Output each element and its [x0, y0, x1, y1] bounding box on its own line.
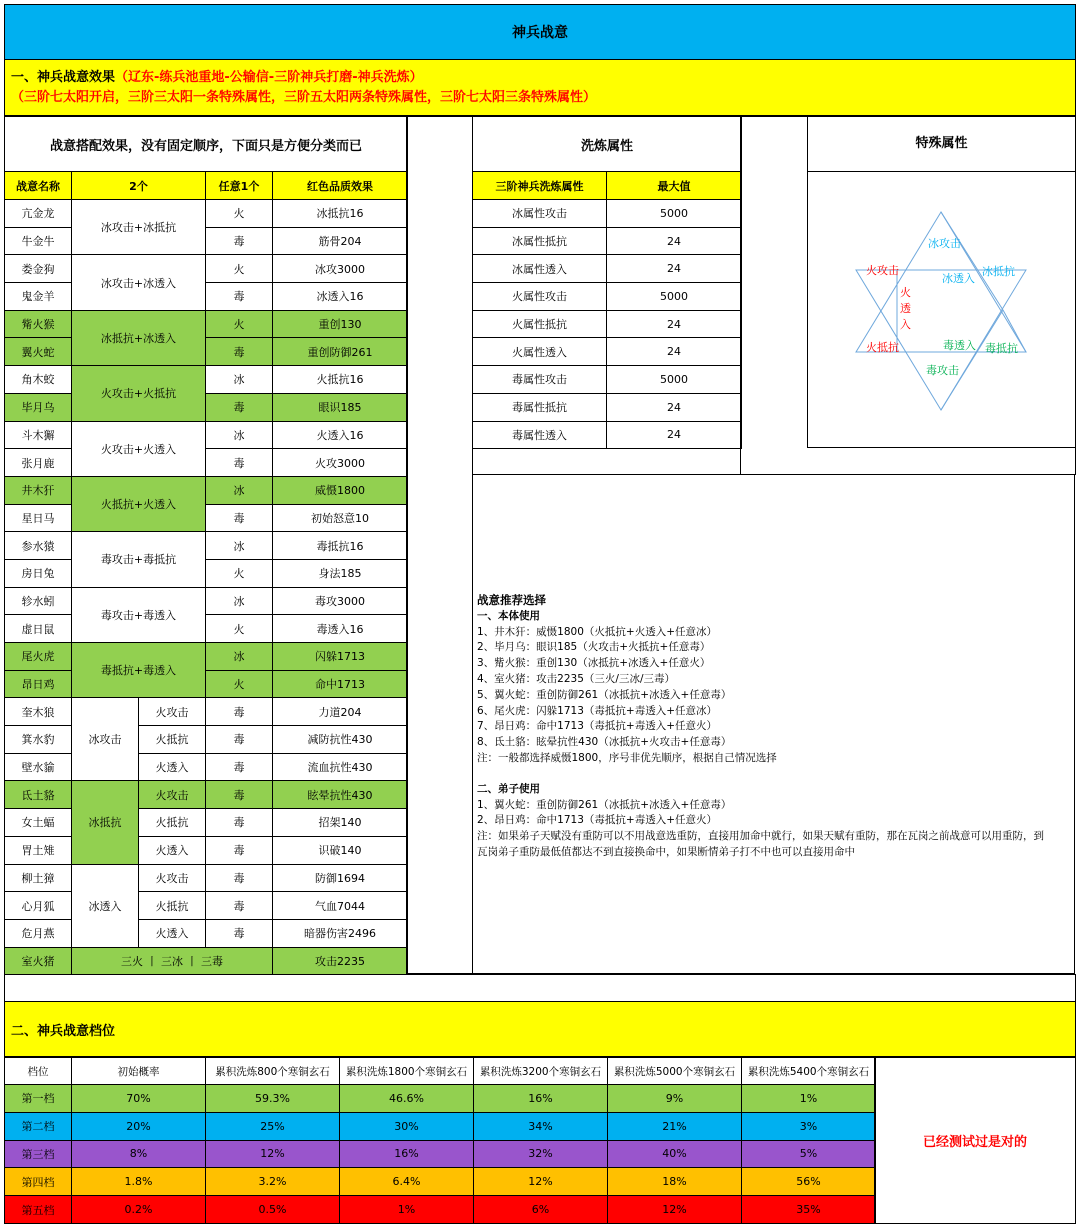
combo-effect: 毒攻3000: [273, 587, 408, 615]
tier-header: 累积洗炼5000个寒铜玄石: [608, 1058, 742, 1085]
tier-name: 第三档: [5, 1140, 72, 1168]
tier-value: 56%: [742, 1168, 876, 1196]
refine-row: [473, 255, 742, 283]
combo-name: 房日兔: [5, 559, 72, 587]
combo-any: 火: [206, 310, 273, 338]
tier-value: 1.8%: [72, 1168, 206, 1196]
combo-effect: 火抵抗16: [273, 366, 408, 394]
combo-name: 昂日鸡: [5, 670, 72, 698]
refine-row: [473, 421, 742, 449]
recommend-self-item: 2、毕月乌：眼识185（火攻击+火抵抗+任意毒）: [477, 641, 711, 654]
tier-value: 59.3%: [206, 1085, 340, 1113]
combo-name: 危月燕: [5, 919, 72, 947]
combo-pair: 毒攻击+毒抵抗: [72, 532, 206, 587]
combo-name: 娄金狗: [5, 255, 72, 283]
combo-any: 火: [206, 200, 273, 228]
inner-line-4: [941, 310, 1003, 410]
combo-any: 冰: [206, 532, 273, 560]
combo-row: [5, 227, 408, 255]
tier-row: [5, 1112, 876, 1140]
tier-value: 8%: [72, 1140, 206, 1168]
label-fire-pen-3: 入: [900, 318, 911, 331]
refine-max: 24: [607, 421, 742, 449]
tier-name: 第二档: [5, 1112, 72, 1140]
combo-caption-row: [5, 117, 408, 172]
combo-any: 毒: [206, 698, 273, 726]
combo-any: 毒: [206, 504, 273, 532]
refine-max: 5000: [607, 283, 742, 311]
recommend-title: 战意推荐选择: [477, 593, 546, 607]
combo-any: 毒: [206, 227, 273, 255]
refine-attr: 火属性抵抗: [473, 310, 607, 338]
label-poison-resist: 毒抵抗: [985, 342, 1018, 355]
tier-value: 1%: [742, 1085, 876, 1113]
combo-row: [5, 643, 408, 671]
tier-value: 35%: [742, 1196, 876, 1224]
refine-max: 5000: [607, 200, 742, 228]
combo-row: [5, 532, 408, 560]
refine-row: [473, 283, 742, 311]
combo-row-3: [5, 698, 408, 726]
combo-effect: 识破140: [273, 836, 408, 864]
combo-any: 冰: [206, 366, 273, 394]
tier-header: 累积洗炼3200个寒铜玄石: [474, 1058, 608, 1085]
refine-attr: 冰属性攻击: [473, 200, 607, 228]
combo-name: 轸水蚓: [5, 587, 72, 615]
combo-name: 奎木狼: [5, 698, 72, 726]
refine-max: 24: [607, 338, 742, 366]
tier-value: 6%: [474, 1196, 608, 1224]
combo-all: 三火 丨 三冰 丨 三毒: [72, 947, 273, 975]
combo-header-row: [5, 172, 408, 200]
combo-name: 氐土貉: [5, 781, 72, 809]
combo-effect: 眩晕抗性430: [273, 781, 408, 809]
combo-any: 毒: [206, 283, 273, 311]
combo-any: 冰: [206, 476, 273, 504]
combo-name: 井木犴: [5, 476, 72, 504]
combo-any: 毒: [206, 836, 273, 864]
combo-any: 毒: [206, 919, 273, 947]
refine-row: [473, 310, 742, 338]
page-title: [4, 4, 1076, 60]
combo-pair: 冰攻击+冰透入: [72, 255, 206, 310]
combo-name: 毕月乌: [5, 393, 72, 421]
combo-effect: 筋骨204: [273, 227, 408, 255]
combo-second: 火透入: [139, 753, 206, 781]
combo-row-3: [5, 753, 408, 781]
triangle-up: [856, 212, 1026, 352]
combo-row: [5, 283, 408, 311]
combo-effect: 重创130: [273, 310, 408, 338]
combo-effect: 暗器伤害2496: [273, 919, 408, 947]
refine-attr: 毒属性抵抗: [473, 393, 607, 421]
tier-value: 1%: [340, 1196, 474, 1224]
combo-pair: 毒抵抗+毒透入: [72, 643, 206, 698]
combo-row: [5, 670, 408, 698]
tier-row: [5, 1168, 876, 1196]
tier-value: 46.6%: [340, 1085, 474, 1113]
combo-name: 箕水豹: [5, 726, 72, 754]
section1-path: （辽东-练兵池重地-公输信-三阶神兵打磨-神兵洗炼）: [115, 70, 423, 85]
refine-table: [472, 116, 742, 449]
tested-note-text: 已经测试过是对的: [922, 1135, 1027, 1150]
special-panel: [807, 116, 1076, 448]
section1-subtitle: （三阶七太阳开启，三阶三太阳一条特殊属性，三阶五太阳两条特殊属性，三阶七太阳三条特殊属性）: [11, 90, 597, 105]
combo-effect: 冰攻3000: [273, 255, 408, 283]
combo-row-3: [5, 919, 408, 947]
combo-name: 女土蝠: [5, 809, 72, 837]
combo-name: 牛金牛: [5, 227, 72, 255]
combo-row: [5, 559, 408, 587]
combo-name: 张月鹿: [5, 449, 72, 477]
combo-any: 冰: [206, 587, 273, 615]
combo-any: 毒: [206, 449, 273, 477]
combo-name: 室火猪: [5, 947, 72, 975]
combo-name: 亢金龙: [5, 200, 72, 228]
tier-value: 32%: [474, 1140, 608, 1168]
tier-value: 20%: [72, 1112, 206, 1140]
combo-row: [5, 421, 408, 449]
combo-effect: 防御1694: [273, 864, 408, 892]
combo-group: 冰抵抗: [72, 781, 139, 864]
combo-name: 参水猿: [5, 532, 72, 560]
combo-row: [5, 310, 408, 338]
combo-effect: 招架140: [273, 809, 408, 837]
combo-second: 火透入: [139, 919, 206, 947]
refine-max: 24: [607, 227, 742, 255]
combo-group: 冰攻击: [72, 698, 139, 781]
recommend-self-item: 6、尾火虎：闪躲1713（毒抵抗+毒透入+任意冰）: [477, 704, 717, 717]
combo-row-3: [5, 781, 408, 809]
combo-row: [5, 476, 408, 504]
recommend-self-item: 1、井木犴：威慑1800（火抵抗+火透入+任意冰）: [477, 625, 717, 638]
combo-row-3: [5, 809, 408, 837]
tested-note: [874, 1057, 1076, 1224]
section1-header: [4, 59, 1076, 116]
recommend-disciple-note-1: 注：如果弟子天赋没有重防可以不用战意选重防，直接用加命中就行，如果天赋有重防，那在瓦岗之前战意可以用重防，到: [477, 830, 1044, 843]
combo-group: 冰透入: [72, 864, 139, 947]
section2-heading: 二、神兵战意档位: [11, 1023, 116, 1039]
tier-header: 初始概率: [72, 1058, 206, 1085]
combo-row-3: [5, 864, 408, 892]
combo-row-last: [5, 947, 408, 975]
refine-max: 5000: [607, 366, 742, 394]
refine-row: [473, 338, 742, 366]
label-fire-resist: 火抵抗: [866, 341, 899, 354]
combo-pair: 冰抵抗+冰透入: [72, 310, 206, 365]
tier-header: 累积洗炼5400个寒铜玄石: [742, 1058, 876, 1085]
combo-row: [5, 449, 408, 477]
label-fire-pen-2: 透: [900, 302, 911, 315]
combo-effect: 减防抗性430: [273, 726, 408, 754]
recommend-self-item: 5、翼火蛇：重创防御261（冰抵抗+冰透入+任意毒）: [477, 688, 732, 701]
tier-table: [4, 1057, 876, 1224]
tier-row: [5, 1140, 876, 1168]
combo-row-3: [5, 892, 408, 920]
combo-effect: 眼识185: [273, 393, 408, 421]
combo-any: 火: [206, 615, 273, 643]
combo-effect: 火透入16: [273, 421, 408, 449]
tier-value: 30%: [340, 1112, 474, 1140]
combo-any: 冰: [206, 421, 273, 449]
recommend-disciple-item: 2、昂日鸡：命中1713（毒抵抗+毒透入+任意火）: [477, 814, 717, 827]
combo-effect: 重创防御261: [273, 338, 408, 366]
combo-any: 火: [206, 670, 273, 698]
combo-header-pair: 2个: [72, 172, 206, 200]
recommend-self-item: 4、室火猪：攻击2235（三火/三冰/三毒）: [477, 672, 675, 685]
recommend-self-item: 7、昂日鸡：命中1713（毒抵抗+毒透入+任意火）: [477, 720, 717, 733]
combo-name: 柳土獐: [5, 864, 72, 892]
combo-any: 冰: [206, 643, 273, 671]
hexagram-diagram: [808, 172, 1075, 447]
tier-header-row: [5, 1058, 876, 1085]
recommend-self-item: 8、氐土貉：眩晕抗性430（冰抵抗+火攻击+任意毒）: [477, 736, 732, 749]
label-ice-pen: 冰透入: [942, 272, 975, 285]
triangle-down: [856, 270, 1026, 410]
recommend-self-title: 一、本体使用: [477, 609, 540, 622]
tier-name: 第五档: [5, 1196, 72, 1224]
combo-row: [5, 587, 408, 615]
combo-effect: 毒透入16: [273, 615, 408, 643]
tier-value: 34%: [474, 1112, 608, 1140]
label-fire-pen-1: 火: [900, 286, 911, 299]
combo-effect: 身法185: [273, 559, 408, 587]
combo-name: 斗木獬: [5, 421, 72, 449]
combo-second: 火抵抗: [139, 892, 206, 920]
refine-attr: 火属性攻击: [473, 283, 607, 311]
combo-name: 角木蛟: [5, 366, 72, 394]
tier-row: [5, 1196, 876, 1224]
tier-header: 档位: [5, 1058, 72, 1085]
combo-name: 胃土雉: [5, 836, 72, 864]
combo-effect: 火攻3000: [273, 449, 408, 477]
blank-row: [4, 974, 1076, 1002]
tier-header: 累积洗炼800个寒铜玄石: [206, 1058, 340, 1085]
refine-header-row: [473, 172, 742, 200]
refine-header-max: 最大值: [607, 172, 742, 200]
combo-row: [5, 504, 408, 532]
combo-row: [5, 338, 408, 366]
tier-value: 6.4%: [340, 1168, 474, 1196]
combo-any: 火: [206, 559, 273, 587]
refine-caption-row: [473, 117, 742, 172]
combo-row-3: [5, 836, 408, 864]
tier-row: [5, 1085, 876, 1113]
combo-header-any: 任意1个: [206, 172, 273, 200]
tier-value: 16%: [340, 1140, 474, 1168]
label-poison-attack: 毒攻击: [926, 364, 959, 377]
refine-attr: 冰属性抵抗: [473, 227, 607, 255]
combo-pair: 毒攻击+毒透入: [72, 587, 206, 642]
combo-pair: 火攻击+火透入: [72, 421, 206, 476]
combo-name: 鬼金羊: [5, 283, 72, 311]
refine-row: [473, 200, 742, 228]
tier-value: 3%: [742, 1112, 876, 1140]
combo-pair: 火抵抗+火透入: [72, 476, 206, 531]
combo-any: 毒: [206, 753, 273, 781]
combo-effect: 冰透入16: [273, 283, 408, 311]
combo-effect: 冰抵抗16: [273, 200, 408, 228]
combo-second: 火透入: [139, 836, 206, 864]
combo-header-name: 战意名称: [5, 172, 72, 200]
combo-effect: 闪躲1713: [273, 643, 408, 671]
refine-max: 24: [607, 393, 742, 421]
inner-line-1: [941, 212, 1003, 310]
recommend-self-note: 注：一般都选择威慑1800，序号非优先顺序，根据自己情况选择: [477, 751, 777, 764]
tier-header: 累积洗炼1800个寒铜玄石: [340, 1058, 474, 1085]
tier-value: 12%: [206, 1140, 340, 1168]
combo-effect: 命中1713: [273, 670, 408, 698]
combo-second: 火攻击: [139, 698, 206, 726]
combo-any: 毒: [206, 393, 273, 421]
refine-attr: 毒属性透入: [473, 421, 607, 449]
refine-row: [473, 227, 742, 255]
refine-row: [473, 366, 742, 394]
combo-any: 毒: [206, 892, 273, 920]
tier-value: 5%: [742, 1140, 876, 1168]
tier-value: 16%: [474, 1085, 608, 1113]
tier-value: 18%: [608, 1168, 742, 1196]
special-caption: 特殊属性: [808, 117, 1075, 172]
combo-any: 毒: [206, 864, 273, 892]
combo-row: [5, 255, 408, 283]
combo-second: 火攻击: [139, 864, 206, 892]
refine-caption: 洗炼属性: [473, 117, 742, 172]
refine-attr: 冰属性透入: [473, 255, 607, 283]
tier-value: 70%: [72, 1085, 206, 1113]
combo-effect: 攻击2235: [273, 947, 408, 975]
recommend-disciple-title: 二、弟子使用: [477, 782, 540, 795]
combo-pair: 冰攻击+冰抵抗: [72, 200, 206, 255]
combo-any: 毒: [206, 809, 273, 837]
combo-second: 火抵抗: [139, 726, 206, 754]
combo-row-3: [5, 726, 408, 754]
combo-row: [5, 393, 408, 421]
page-title-text: 神兵战意: [512, 25, 568, 41]
recommend-disciple-note-2: 瓦岗弟子重防最低值都达不到直接换命中，如果断情弟子打不中也可以直接用命中: [477, 845, 855, 858]
combo-name: 心月狐: [5, 892, 72, 920]
tier-value: 25%: [206, 1112, 340, 1140]
label-fire-attack: 火攻击: [866, 264, 899, 277]
tier-value: 0.5%: [206, 1196, 340, 1224]
tier-name: 第一档: [5, 1085, 72, 1113]
tier-value: 12%: [474, 1168, 608, 1196]
refine-attr: 毒属性攻击: [473, 366, 607, 394]
combo-row: [5, 366, 408, 394]
tier-value: 12%: [608, 1196, 742, 1224]
combo-row: [5, 200, 408, 228]
combo-table: [4, 116, 408, 975]
refine-header-attr: 三阶神兵洗炼属性: [473, 172, 607, 200]
combo-name: 觜火猴: [5, 310, 72, 338]
refine-max: 24: [607, 255, 742, 283]
label-ice-resist: 冰抵抗: [982, 265, 1015, 278]
tier-name: 第四档: [5, 1168, 72, 1196]
combo-any: 毒: [206, 726, 273, 754]
combo-name: 翼火蛇: [5, 338, 72, 366]
tier-value: 40%: [608, 1140, 742, 1168]
combo-any: 火: [206, 255, 273, 283]
combo-any: 毒: [206, 781, 273, 809]
recommend-self-item: 3、觜火猴：重创130（冰抵抗+冰透入+任意火）: [477, 657, 711, 670]
combo-name: 星日马: [5, 504, 72, 532]
combo-pair: 火攻击+火抵抗: [72, 366, 206, 421]
tier-value: 21%: [608, 1112, 742, 1140]
combo-effect: 流血抗性430: [273, 753, 408, 781]
refine-row: [473, 393, 742, 421]
tier-value: 9%: [608, 1085, 742, 1113]
separator-column: [406, 116, 473, 974]
combo-name: 壁水貐: [5, 753, 72, 781]
section2-header: [4, 1001, 1076, 1057]
combo-name: 虚日鼠: [5, 615, 72, 643]
combo-any: 毒: [206, 338, 273, 366]
label-poison-pen: 毒透入: [943, 339, 976, 352]
combo-effect: 力道204: [273, 698, 408, 726]
combo-effect: 初始怒意10: [273, 504, 408, 532]
combo-effect: 气血7044: [273, 892, 408, 920]
combo-effect: 威慑1800: [273, 476, 408, 504]
section1-heading: 一、神兵战意效果: [11, 70, 116, 85]
combo-effect: 毒抵抗16: [273, 532, 408, 560]
tier-value: 3.2%: [206, 1168, 340, 1196]
combo-second: 火攻击: [139, 781, 206, 809]
recommend-box: [472, 474, 1075, 974]
combo-header-effect: 红色品质效果: [273, 172, 408, 200]
combo-caption: 战意搭配效果，没有固定顺序，下面只是方便分类而已: [5, 117, 408, 172]
label-ice-attack: 冰攻击: [928, 237, 961, 250]
recommend-disciple-item: 1、翼火蛇：重创防御261（冰抵抗+冰透入+任意毒）: [477, 798, 732, 811]
combo-name: 尾火虎: [5, 643, 72, 671]
combo-second: 火抵抗: [139, 809, 206, 837]
refine-max: 24: [607, 310, 742, 338]
tier-value: 0.2%: [72, 1196, 206, 1224]
combo-row: [5, 615, 408, 643]
refine-attr: 火属性透入: [473, 338, 607, 366]
